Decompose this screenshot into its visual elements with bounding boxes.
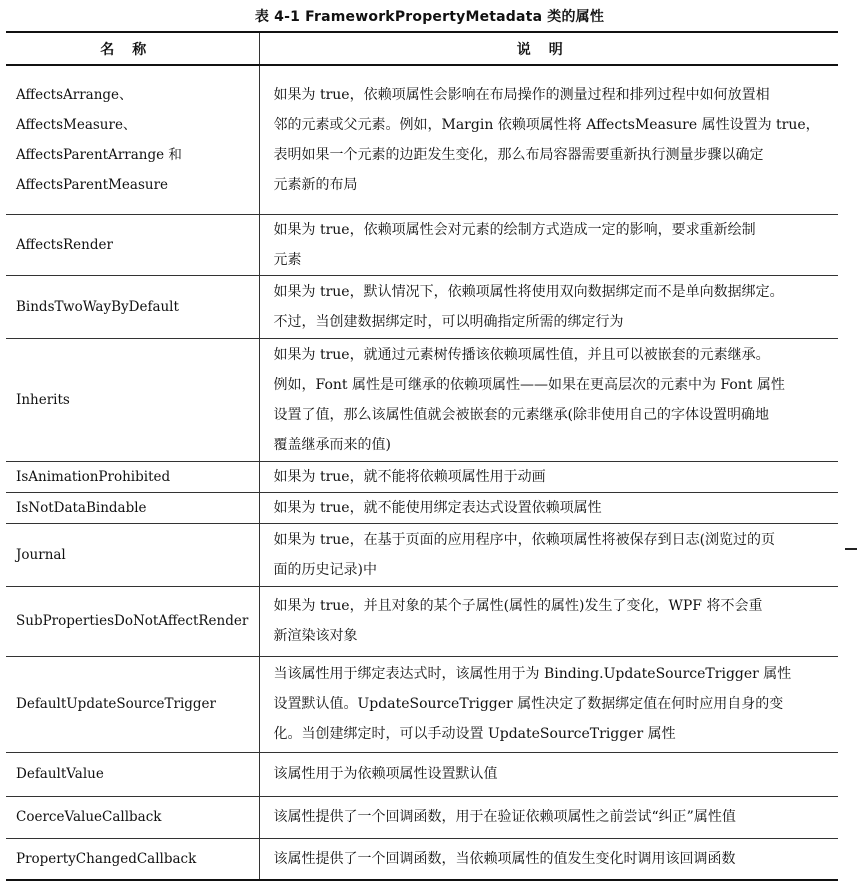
property-name-cell xyxy=(6,461,259,492)
description-line: 如果为 true，并且对象的某个子属性(属性的属性)发生了变化，WPF 将不会重 xyxy=(273,598,763,614)
property-description-cell xyxy=(259,796,838,838)
property-name: AffectsArrange、 xyxy=(16,86,133,103)
property-name: SubPropertiesDoNotAffectRender xyxy=(16,613,249,629)
description-line: 元素 xyxy=(273,251,302,268)
property-description-cell xyxy=(259,214,838,275)
property-name: AffectsParentArrange 和 xyxy=(16,146,182,163)
property-description-cell xyxy=(259,461,838,492)
table-row xyxy=(6,338,838,461)
description-line: 该属性提供了一个回调函数，用于在验证依赖项属性之前尝试“纠正”属性值 xyxy=(273,809,736,825)
property-description-cell xyxy=(259,838,838,880)
property-name: BindsTwoWayByDefault xyxy=(16,298,179,315)
property-name: IsAnimationProhibited xyxy=(16,468,171,485)
description-line: 化。当创建绑定时，可以手动设置 UpdateSourceTrigger 属性 xyxy=(273,726,676,742)
table-caption: 表 4-1 FrameworkPropertyMetadata 类的属性 xyxy=(254,9,605,25)
description-line: 元素新的布局 xyxy=(273,176,358,193)
property-name-cell xyxy=(6,586,259,656)
description-line: 不过，当创建数据绑定时，可以明确指定所需的绑定行为 xyxy=(273,313,624,330)
description-line: 设置了值，那么该属性值就会被嵌套的元素继承(除非使用自己的字体设置明确地 xyxy=(273,406,769,423)
property-description-cell xyxy=(259,752,838,796)
table-row xyxy=(6,523,838,586)
property-description-cell xyxy=(259,656,838,752)
description-line: 设置默认值。UpdateSourceTrigger 属性决定了数据绑定值在何时应用自身的变 xyxy=(273,696,784,712)
header-description: 说明 xyxy=(259,32,838,65)
property-name: Inherits xyxy=(16,391,70,408)
property-name-cell xyxy=(6,214,259,275)
property-description-cell xyxy=(259,523,838,586)
description-line: 如果为 true，依赖项属性会对元素的绘制方式造成一定的影响，要求重新绘制 xyxy=(273,221,756,238)
table-row xyxy=(6,492,838,523)
property-name: IsNotDataBindable xyxy=(16,499,147,516)
property-name: CoerceValueCallback xyxy=(16,809,162,825)
property-name-cell xyxy=(6,492,259,523)
description-line: 如果为 true，默认情况下，依赖项属性将使用双向数据绑定而不是单向数据绑定。 xyxy=(273,283,784,300)
description-line: 该属性提供了一个回调函数，当依赖项属性的值发生变化时调用该回调函数 xyxy=(273,850,736,867)
property-name-cell xyxy=(6,838,259,880)
description-line: 邻的元素或父元素。例如，Margin 依赖项属性将 AffectsMeasure 属性设置为 true， xyxy=(273,116,820,133)
description-line: 面的历史记录)中 xyxy=(273,561,377,578)
table-row xyxy=(6,586,838,656)
property-table xyxy=(6,31,838,881)
property-name: PropertyChangedCallback xyxy=(16,850,197,867)
table-body xyxy=(6,65,838,880)
description-line: 如果为 true，在基于页面的应用程序中，依赖项属性将被保存到日志(浏览过的页 xyxy=(273,531,776,548)
property-name: Journal xyxy=(16,546,66,563)
property-description-cell xyxy=(259,338,838,461)
description-line: 如果为 true，依赖项属性会影响在布局操作的测量过程和排列过程中如何放置相 xyxy=(273,86,770,103)
description-line: 如果为 true，就不能将依赖项属性用于动画 xyxy=(273,468,546,485)
property-name: AffectsRender xyxy=(16,236,113,253)
property-name: AffectsMeasure、 xyxy=(16,116,137,133)
description-line: 如果为 true，就通过元素树传播该依赖项属性值，并且可以被嵌套的元素继承。 xyxy=(273,346,770,363)
property-description-cell xyxy=(259,65,838,214)
property-description-cell xyxy=(259,492,838,523)
property-name-cell xyxy=(6,275,259,338)
property-name: DefaultValue xyxy=(16,766,104,782)
property-name-cell xyxy=(6,752,259,796)
description-line: 当该属性用于绑定表达式时，该属性用于为 Binding.UpdateSourceTrigger 属性 xyxy=(273,666,792,682)
property-description-cell xyxy=(259,586,838,656)
description-line: 新渲染该对象 xyxy=(273,628,358,644)
description-line: 例如，Font 属性是可继承的依赖项属性——如果在更高层次的元素中为 Font 属性 xyxy=(273,376,785,393)
property-name-cell xyxy=(6,523,259,586)
description-line: 如果为 true，就不能使用绑定表达式设置依赖项属性 xyxy=(273,499,602,516)
header-name: 名称 xyxy=(6,32,259,65)
description-line: 该属性用于为依赖项属性设置默认值 xyxy=(273,766,498,782)
property-name: DefaultUpdateSourceTrigger xyxy=(16,696,216,712)
property-description-cell xyxy=(259,275,838,338)
property-name-cell xyxy=(6,796,259,838)
table-row xyxy=(6,214,838,275)
property-name-cell xyxy=(6,65,259,214)
property-name-cell xyxy=(6,338,259,461)
description-line: 表明如果一个元素的边距发生变化，那么布局容器需要重新执行测量步骤以确定 xyxy=(273,146,764,163)
description-line: 覆盖继承而来的值) xyxy=(273,436,391,453)
table-row xyxy=(6,796,838,838)
table-row xyxy=(6,752,838,796)
margin-mark xyxy=(845,548,857,550)
property-name-cell xyxy=(6,656,259,752)
property-name: AffectsParentMeasure xyxy=(16,176,169,193)
table-row xyxy=(6,656,838,752)
table-row xyxy=(6,838,838,880)
table-row xyxy=(6,65,838,214)
table-row xyxy=(6,275,838,338)
table-row xyxy=(6,461,838,492)
property-table-container xyxy=(6,31,838,881)
header-row xyxy=(6,32,838,65)
